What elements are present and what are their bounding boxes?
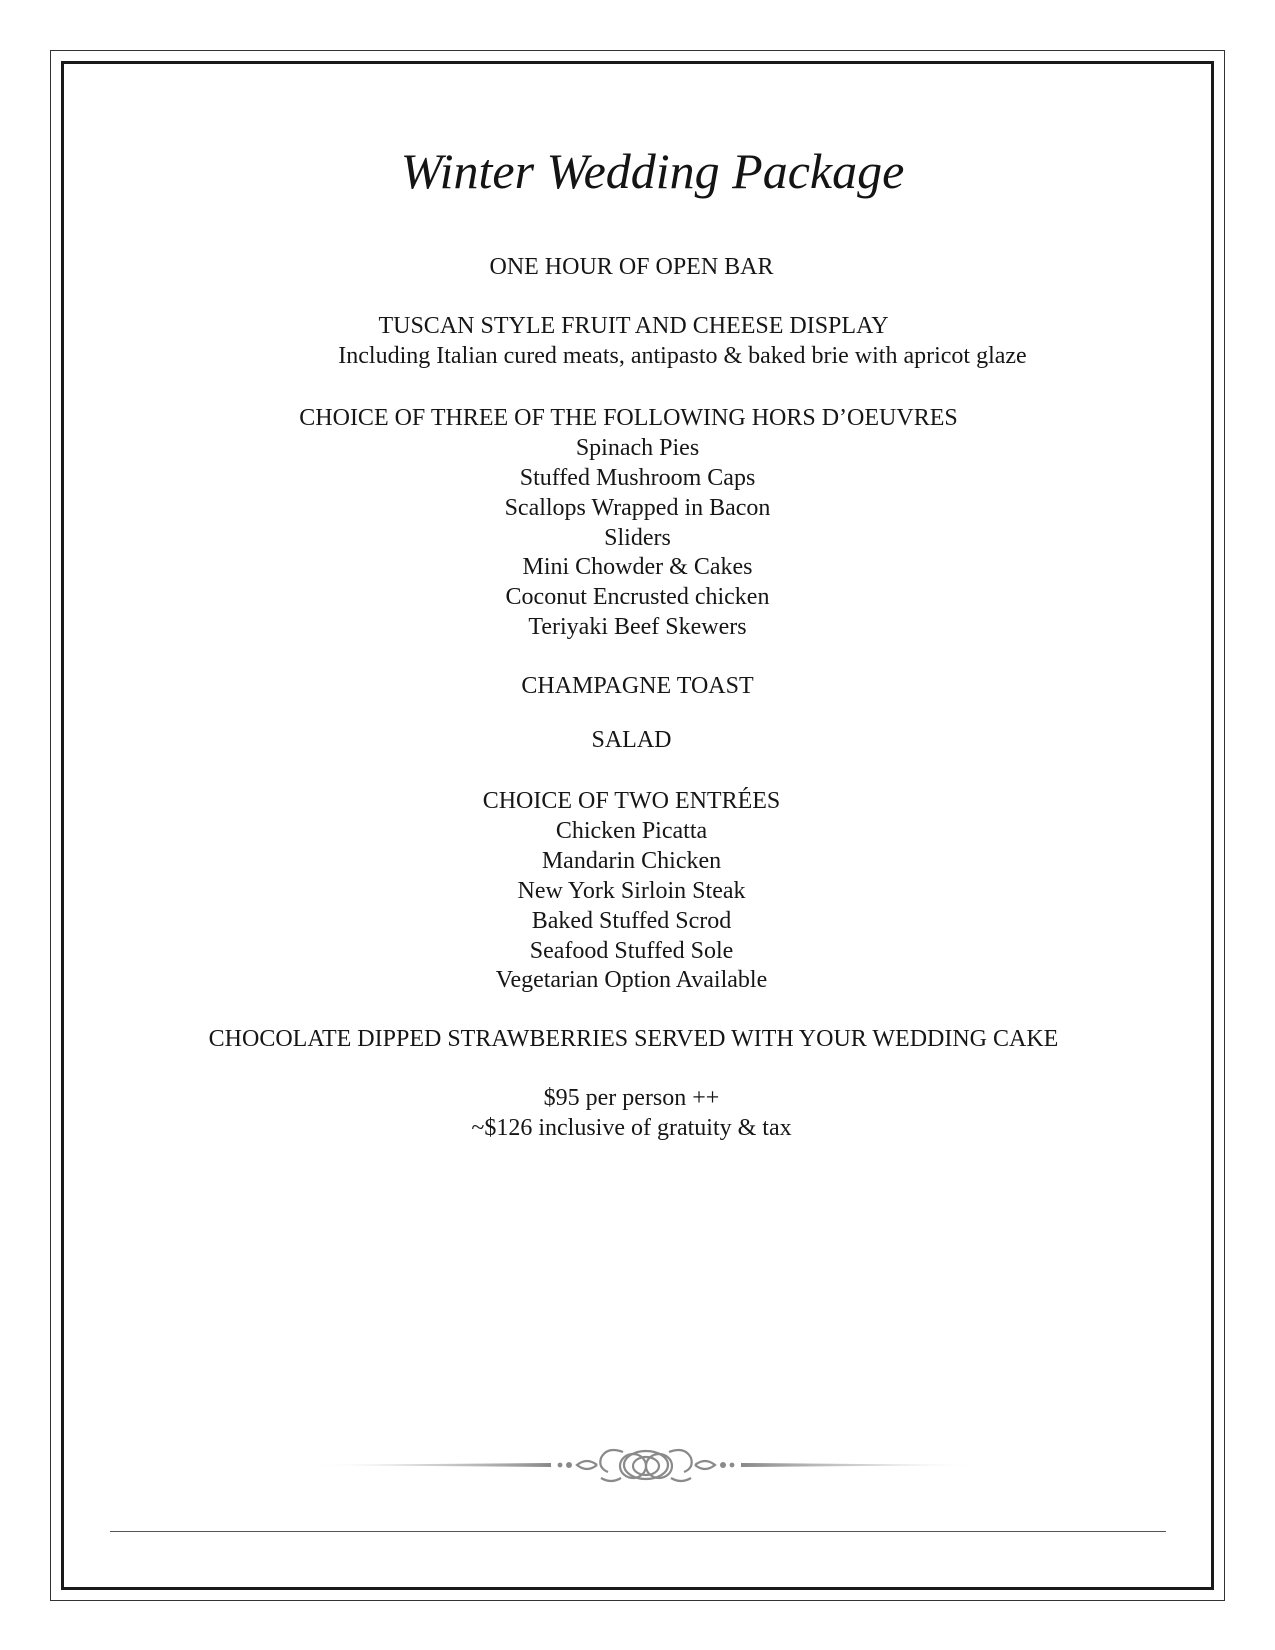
champagne-toast: CHAMPAGNE TOAST — [521, 673, 754, 699]
hors-doeuvres-item: Spinach Pies — [575, 435, 700, 461]
flourish-divider-icon — [311, 1442, 981, 1488]
page-title: Winter Wedding Package — [400, 143, 905, 199]
entree-item: Vegetarian Option Available — [495, 967, 768, 993]
display-heading: TUSCAN STYLE FRUIT AND CHEESE DISPLAY — [378, 313, 889, 339]
salad-course: SALAD — [591, 727, 672, 753]
entree-item: Mandarin Chicken — [541, 848, 722, 874]
hors-doeuvres-item: Stuffed Mushroom Caps — [519, 465, 756, 491]
hors-doeuvres-item: Sliders — [604, 525, 671, 551]
hors-doeuvres-heading: CHOICE OF THREE OF THE FOLLOWING HORS D’OEUVRES — [299, 405, 958, 431]
price-per-person: $95 per person ++ — [543, 1085, 720, 1111]
display-description: Including Italian cured meats, antipasto & baked brie with apricot glaze — [338, 343, 1027, 369]
entree-item: Chicken Picatta — [555, 818, 708, 844]
price-inclusive: ~$126 inclusive of gratuity & tax — [471, 1115, 792, 1141]
entree-item: New York Sirloin Steak — [517, 878, 746, 904]
entrees-heading: CHOICE OF TWO ENTRÉES — [482, 788, 781, 814]
hors-doeuvres-item: Teriyaki Beef Skewers — [528, 614, 747, 640]
footer-divider — [110, 1531, 1166, 1532]
entree-item: Seafood Stuffed Sole — [529, 938, 734, 964]
hors-doeuvres-item: Mini Chowder & Cakes — [522, 554, 753, 580]
hors-doeuvres-item: Coconut Encrusted chicken — [505, 584, 770, 610]
menu-page — [61, 61, 1214, 1590]
hors-doeuvres-item: Scallops Wrapped in Bacon — [504, 495, 771, 521]
entree-item: Baked Stuffed Scrod — [531, 908, 732, 934]
dessert-line: CHOCOLATE DIPPED STRAWBERRIES SERVED WITH YOUR WEDDING CAKE — [208, 1026, 1059, 1052]
open-bar-heading: ONE HOUR OF OPEN BAR — [489, 254, 774, 280]
